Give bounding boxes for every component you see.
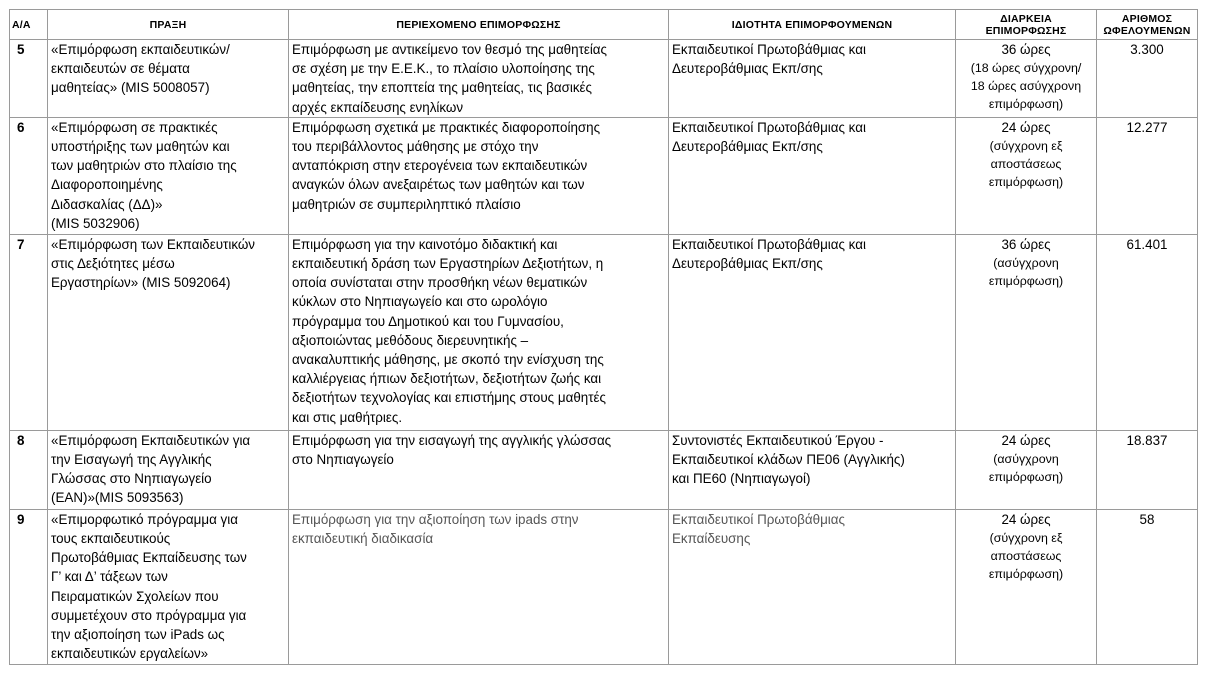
praxi-line: Εργαστηρίων» (MIS 5092064)	[51, 275, 231, 291]
diarkeia-hours: 24 ώρες	[1001, 432, 1051, 448]
header-diarkeia	[956, 10, 1097, 40]
periexomeno-line: σε σχέση με την Ε.Ε.Κ., το πλαίσιο υλοποίησης της	[292, 61, 595, 77]
cell-diarkeia	[956, 430, 1097, 509]
praxi-line: των μαθητριών στο πλαίσιο της	[51, 158, 237, 174]
periexomeno-line: Επιμόρφωση για την καινοτόμο διδακτική και	[292, 236, 558, 252]
idiotita-line: Συντονιστές Εκπαιδευτικού Έργου -	[672, 432, 884, 448]
diarkeia-detail-line: επιμόρφωση)	[988, 274, 1064, 289]
praxi-line: την Εισαγωγή της Αγγλικής	[51, 452, 212, 468]
table-row	[10, 40, 1198, 118]
cell-aa: 5	[10, 40, 48, 118]
periexomeno-line: Επιμόρφωση για την εισαγωγή της αγγλικής γλώσσας	[292, 432, 612, 448]
praxi-line: «Επιμόρφωση των Εκπαιδευτικών	[51, 236, 255, 252]
praxi-line: (MIS 5032906)	[51, 215, 140, 231]
praxi-line: Γλώσσας στο Νηπιαγωγείο	[51, 471, 212, 487]
praxi-line: (ΕΑΝ)»(MIS 5093563)	[51, 490, 184, 506]
periexomeno-line: Επιμόρφωση για την αξιοποίηση των ipads στην	[292, 511, 579, 527]
header-arithmos	[1097, 10, 1198, 40]
periexomeno-line: εκπαιδευτική διαδικασία	[292, 531, 434, 547]
cell-periexomeno	[289, 40, 669, 118]
periexomeno-line: ανακαλυπτικής μάθησης, με σκοπό την ενίσχυση της	[292, 352, 604, 368]
diarkeia-hours: 36 ώρες	[1001, 42, 1051, 57]
praxi-line: «Επιμόρφωση Εκπαιδευτικών για	[51, 432, 251, 448]
cell-idiotita	[669, 430, 956, 509]
cell-praxi	[48, 509, 289, 664]
header-arithmos-line1: ΑΡΙΘΜΟΣ	[1121, 12, 1173, 25]
periexomeno-line: αρχές εκπαίδευσης ενηλίκων	[292, 99, 464, 115]
cell-arithmos: 61.401	[1097, 234, 1198, 430]
diarkeia-detail-line: 18 ώρες ασύγχρονη	[970, 79, 1082, 94]
cell-idiotita	[669, 117, 956, 234]
diarkeia-detail-line: (ασύγχρονη	[993, 452, 1059, 467]
idiotita-line: Εκπαιδευτικοί Πρωτοβάθμιας και	[672, 236, 866, 252]
cell-diarkeia	[956, 509, 1097, 664]
cell-periexomeno	[289, 509, 669, 664]
cell-idiotita	[669, 509, 956, 664]
praxi-line: Πρωτοβάθμιας Εκπαίδευσης των	[51, 550, 247, 566]
periexomeno-line: Επιμόρφωση σχετικά με πρακτικές διαφοροποίησης	[292, 119, 601, 135]
cell-arithmos: 12.277	[1097, 117, 1198, 234]
cell-diarkeia	[956, 40, 1097, 118]
cell-periexomeno	[289, 430, 669, 509]
praxi-line: στις Δεξιότητες μέσω	[51, 256, 175, 272]
cell-aa: 7	[10, 234, 48, 430]
periexomeno-line: ανταπόκριση στην ετερογένεια των εκπαιδευτικών	[292, 158, 588, 174]
idiotita-line: Εκπαιδευτικοί κλάδων ΠΕ06 (Αγγλικής)	[672, 452, 905, 468]
periexomeno-line: αναγκών όλων ανεξαιρέτως των μαθητών και των	[292, 177, 585, 193]
idiotita-line: Δευτεροβάθμιας Εκπ/σης	[672, 256, 823, 272]
cell-praxi	[48, 40, 289, 118]
idiotita-line: Εκπαιδευτικοί Πρωτοβάθμιας και	[672, 119, 866, 135]
cell-arithmos: 18.837	[1097, 430, 1198, 509]
praxi-line: «Επιμορφωτικό πρόγραμμα για	[51, 511, 238, 527]
cell-periexomeno	[289, 117, 669, 234]
diarkeia-hours: 24 ώρες	[1001, 511, 1051, 527]
periexomeno-line: κύκλων στο Νηπιαγωγείο και στο ωρολόγιο	[292, 294, 548, 310]
praxi-line: μαθητείας» (MIS 5008057)	[51, 80, 210, 96]
training-programs-table	[9, 9, 1198, 665]
periexomeno-line: μαθητείας, την εποπτεία της μαθητείας, τις βασικές	[292, 80, 592, 96]
diarkeia-hours: 36 ώρες	[1001, 236, 1051, 252]
cell-praxi	[48, 117, 289, 234]
table-header-row	[10, 10, 1198, 40]
diarkeia-detail-line: (σύγχρονη εξ	[989, 531, 1063, 546]
diarkeia-detail-line: (σύγχρονη εξ	[989, 139, 1063, 154]
cell-diarkeia	[956, 234, 1097, 430]
idiotita-line: Εκπαιδευτικοί Πρωτοβάθμιας	[672, 511, 845, 527]
periexomeno-line: οποία συνίσταται στην προσθήκη νέων θεματικών	[292, 275, 588, 291]
header-praxi: ΠΡΑΞΗ	[48, 10, 289, 40]
praxi-line: «Επιμόρφωση εκπαιδευτικών/	[51, 42, 230, 57]
cell-praxi	[48, 430, 289, 509]
diarkeia-detail-line: αποστάσεως	[990, 157, 1062, 172]
diarkeia-detail-line: (ασύγχρονη	[993, 256, 1059, 271]
idiotita-line: Εκπαιδευτικοί Πρωτοβάθμιας και	[672, 42, 866, 57]
periexomeno-line: Επιμόρφωση με αντικείμενο τον θεσμό της μαθητείας	[292, 42, 608, 57]
praxi-line: Διαφοροποιημένης	[51, 177, 163, 193]
cell-aa: 8	[10, 430, 48, 509]
praxi-line: εκπαιδευτικών εργαλείων»	[51, 646, 209, 662]
header-arithmos-line2: ΩΦΕΛΟΥΜΕΝΩΝ	[1103, 24, 1191, 37]
cell-arithmos: 3.300	[1097, 40, 1198, 118]
idiotita-line: Εκπαίδευσης	[672, 531, 751, 547]
praxi-line: συμμετέχουν στο πρόγραμμα για	[51, 607, 247, 623]
praxi-line: Πειραματικών Σχολείων που	[51, 588, 219, 604]
praxi-line: την αξιοποίηση των iPads ως	[51, 627, 225, 643]
periexomeno-line: καλλιέργειας ήπιων δεξιοτήτων, δεξιοτήτων ζωής και	[292, 371, 602, 387]
periexomeno-line: στο Νηπιαγωγείο	[292, 452, 394, 468]
periexomeno-line: μαθητριών σε συμπεριληπτικό πλαίσιο	[292, 196, 521, 212]
cell-aa: 9	[10, 509, 48, 664]
diarkeia-detail-line: επιμόρφωση)	[988, 97, 1064, 112]
diarkeia-detail-line: επιμόρφωση)	[988, 175, 1064, 190]
periexomeno-line: αξιοποιώντας μεθόδους διερευνητικής –	[292, 332, 529, 348]
praxi-line: τους εκπαιδευτικούς	[51, 531, 171, 547]
header-idiotita: ΙΔΙΟΤΗΤΑ ΕΠΙΜΟΡΦΟΥΜΕΝΩΝ	[669, 10, 956, 40]
table-body	[10, 40, 1198, 665]
cell-arithmos: 58	[1097, 509, 1198, 664]
praxi-line: υποστήριξης των μαθητών και	[51, 139, 230, 155]
praxi-line: «Επιμόρφωση σε πρακτικές	[51, 119, 218, 135]
diarkeia-detail-line: (18 ώρες σύγχρονη/	[970, 61, 1082, 76]
header-aa: Α/Α	[10, 10, 48, 40]
diarkeia-detail-line: αποστάσεως	[990, 549, 1062, 564]
cell-diarkeia	[956, 117, 1097, 234]
idiotita-line: Δευτεροβάθμιας Εκπ/σης	[672, 61, 823, 77]
table-row	[10, 509, 1198, 664]
periexomeno-line: και στις μαθήτριες.	[292, 409, 403, 425]
cell-aa: 6	[10, 117, 48, 234]
diarkeia-detail-line: επιμόρφωση)	[988, 567, 1064, 582]
table-row	[10, 430, 1198, 509]
diarkeia-detail-line: επιμόρφωση)	[988, 470, 1064, 485]
header-periexomeno: ΠΕΡΙΕΧΟΜΕΝΟ ΕΠΙΜΟΡΦΩΣΗΣ	[289, 10, 669, 40]
cell-periexomeno	[289, 234, 669, 430]
header-diarkeia-line2: ΕΠΙΜΟΡΦΩΣΗΣ	[985, 24, 1067, 37]
periexomeno-line: πρόγραμμα του Δημοτικού και του Γυμνασίου,	[292, 313, 564, 329]
praxi-line: Διδασκαλίας (ΔΔ)»	[51, 196, 163, 212]
cell-idiotita	[669, 40, 956, 118]
periexomeno-line: εκπαιδευτική δράση των Εργαστηρίων Δεξιοτήτων, η	[292, 256, 604, 272]
praxi-line: εκπαιδευτών σε θέματα	[51, 61, 190, 77]
periexomeno-line: του περιβάλλοντος μάθησης με στόχο την	[292, 139, 539, 155]
idiotita-line: Δευτεροβάθμιας Εκπ/σης	[672, 139, 823, 155]
cell-praxi	[48, 234, 289, 430]
cell-idiotita	[669, 234, 956, 430]
diarkeia-hours: 24 ώρες	[1001, 119, 1051, 135]
praxi-line: Γ’ και Δ’ τάξεων των	[51, 569, 168, 585]
periexomeno-line: δεξιοτήτων τεχνολογίας και επιστήμης στους μαθητές	[292, 390, 606, 406]
idiotita-line: και ΠΕ60 (Νηπιαγωγοί)	[672, 471, 811, 487]
table-row	[10, 117, 1198, 234]
header-diarkeia-line1: ΔΙΑΡΚΕΙΑ	[1000, 12, 1052, 25]
table-row	[10, 234, 1198, 430]
